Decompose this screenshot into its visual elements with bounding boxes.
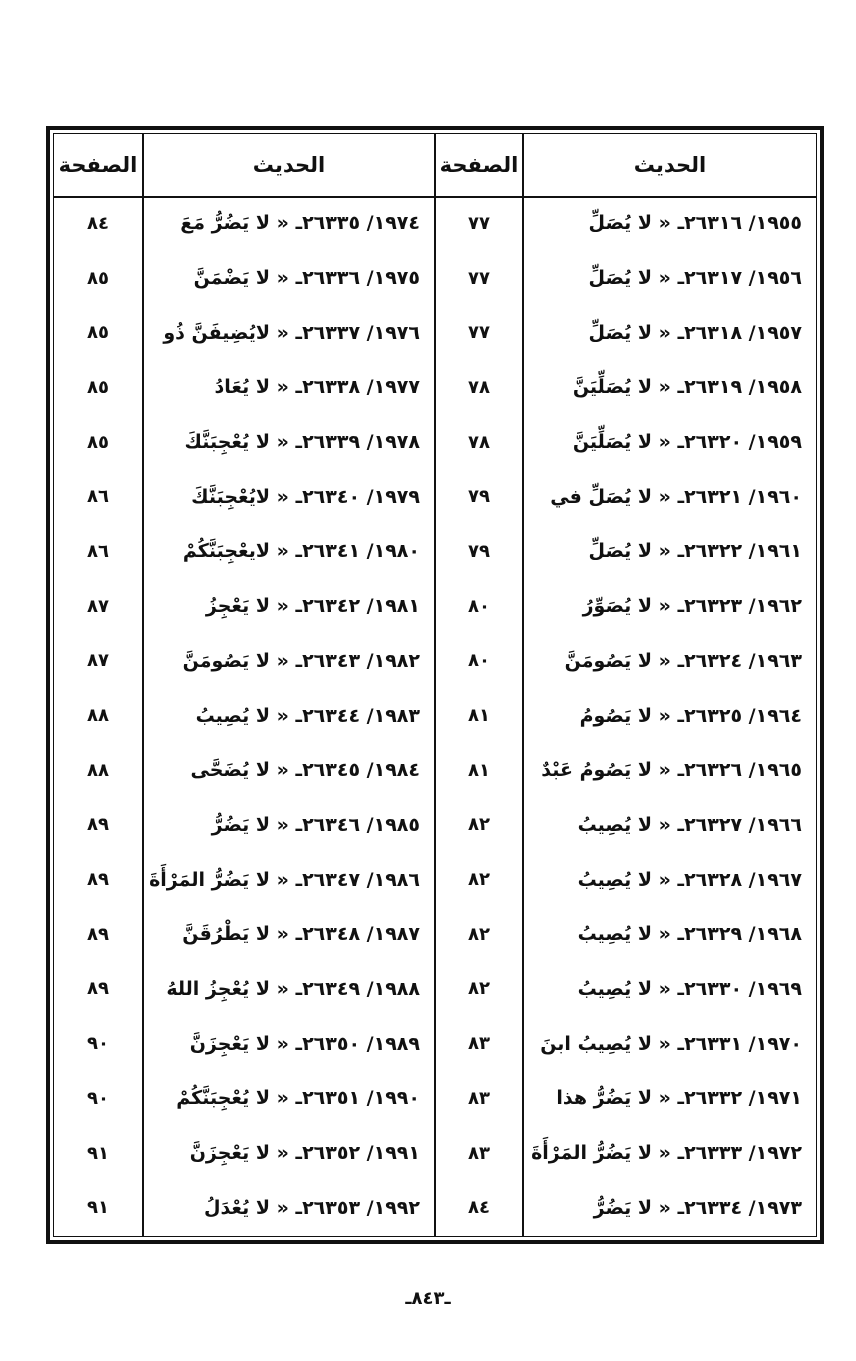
table-row [54,852,142,907]
right-page-rows [436,196,522,1235]
table-row [524,305,816,360]
table-row [524,579,816,634]
page-number-cell: ٨٢ [468,978,490,1000]
page-number-cell: ٨١ [468,705,490,727]
hadith-entry: ١٩٨٨/ ٢٦٣٤٩ـ « لا يُعْجِزُ اللهُ [166,977,420,1000]
table-columns [54,134,816,1236]
table-row [144,852,434,907]
table-row [436,688,522,743]
table-row [144,469,434,524]
table-row [144,798,434,853]
left-page-column [54,134,144,1236]
table-row [144,907,434,962]
page-number-cell: ٨٧ [87,650,109,672]
hadith-entry: ١٩٧٩/ ٢٦٣٤٠ـ « لايُعْجِبَنَّكَ [191,485,420,508]
page-number-cell: ٨٧ [87,595,109,617]
table-row [54,579,142,634]
hadith-entry: ١٩٧٨/ ٢٦٣٣٩ـ « لا يُعْجِبَنَّكَ [184,431,420,454]
table-row [436,1180,522,1235]
table-row [144,415,434,470]
page-number-cell: ٨٨ [87,705,109,727]
table-row [524,743,816,798]
table-row [436,251,522,306]
table-row [144,251,434,306]
header-hadith-left: الحديث [144,134,434,198]
table-row [54,524,142,579]
hadith-entry: ١٩٦٧/ ٢٦٣٢٨ـ « لا يُصِيبُ [577,868,802,891]
table-row [54,1016,142,1071]
hadith-entry: ١٩٧٧/ ٢٦٣٣٨ـ « لا يُعَادُ [214,376,420,399]
page-number-cell: ٧٩ [468,486,490,508]
table-row [524,1126,816,1181]
table-row [144,962,434,1017]
table-row [524,196,816,251]
page-number-cell: ٨٨ [87,759,109,781]
right-page-column [436,134,524,1236]
table-row [524,907,816,962]
hadith-entry: ١٩٧٥/ ٢٦٣٣٦ـ « لا يَضْمَنَّ [193,267,420,290]
table-row [436,743,522,798]
table-row [524,251,816,306]
hadith-entry: ١٩٧٠/ ٢٦٣٣١ـ « لا يُصِيبُ ابنَ [540,1032,802,1055]
page-number-cell: ٧٨ [468,376,490,398]
table-row [524,360,816,415]
hadith-entry: ١٩٩٢/ ٢٦٣٥٣ـ « لا يُعْدَلُ [203,1196,420,1219]
index-table [46,126,824,1244]
left-hadith-column [144,134,436,1236]
table-row [54,415,142,470]
table-row [144,305,434,360]
hadith-entry: ١٩٦٢/ ٢٦٣٢٣ـ « لا يُصَوِّرُ [582,595,802,618]
table-row [436,415,522,470]
hadith-entry: ١٩٧٣/ ٢٦٣٣٤ـ « لا يَضُرُّ [593,1196,802,1219]
table-row [524,634,816,689]
page-number-cell: ٧٧ [468,267,490,289]
hadith-entry: ١٩٧٤/ ٢٦٣٣٥ـ « لا يَضُرُّ مَعَ [180,212,420,235]
page-number-cell: ٨٠ [468,595,490,617]
table-row [54,1071,142,1126]
table-row [524,798,816,853]
table-row [144,360,434,415]
page-number-cell: ٨٩ [87,978,109,1000]
table-row [144,743,434,798]
header-hadith-right: الحديث [524,134,816,198]
table-row [436,1016,522,1071]
table-row [524,688,816,743]
hadith-entry: ١٩٨٤/ ٢٦٣٤٥ـ « لا يُضَحَّى [190,759,420,782]
page-number-cell: ٨٤ [468,1197,490,1219]
table-row [54,743,142,798]
hadith-entry: ١٩٦٤/ ٢٦٣٢٥ـ « لا يَصُومُ [579,704,802,727]
left-hadith-rows [144,196,434,1235]
page-number-cell: ٨٦ [87,540,109,562]
table-row [436,196,522,251]
page-number-cell: ٨٢ [468,814,490,836]
table-row [144,634,434,689]
page-number-cell: ٨٠ [468,650,490,672]
table-row [54,634,142,689]
table-row [54,196,142,251]
header-page-right: الصفحة [436,134,522,198]
right-hadith-rows [524,196,816,1235]
table-row [54,688,142,743]
table-row [54,360,142,415]
page-number-cell: ٨٩ [87,869,109,891]
hadith-entry: ١٩٥٥/ ٢٦٣١٦ـ « لا يُصَلِّ [588,212,802,235]
hadith-entry: ١٩٦٥/ ٢٦٣٢٦ـ « لا يَصُومُ عَبْدٌ [541,759,802,782]
table-row [436,1071,522,1126]
table-row [436,524,522,579]
page-number-cell: ٩١ [87,1197,109,1219]
table-row [436,634,522,689]
right-hadith-column [524,134,816,1236]
table-row [524,1016,816,1071]
table-row [436,962,522,1017]
page-number-cell: ٧٧ [468,322,490,344]
table-row [54,962,142,1017]
hadith-entry: ١٩٨٩/ ٢٦٣٥٠ـ « لا يَعْجِزَنَّ [189,1032,420,1055]
hadith-entry: ١٩٦١/ ٢٦٣٢٢ـ « لا يُصَلِّ [588,540,802,563]
page-number: ـ٨٤٣ـ [405,1288,451,1309]
hadith-entry: ١٩٥٨/ ٢٦٣١٩ـ « لا يُصَلِّيَنَّ [572,376,802,399]
table-row [436,907,522,962]
table-row [54,251,142,306]
table-row [436,469,522,524]
table-row [54,1180,142,1235]
hadith-entry: ١٩٦٩/ ٢٦٣٣٠ـ « لا يُصِيبُ [577,977,802,1000]
page-number-cell: ٨٣ [468,1142,490,1164]
table-row [144,1180,434,1235]
table-row [436,852,522,907]
page-number-cell: ٨٦ [87,486,109,508]
hadith-entry: ١٩٦٨/ ٢٦٣٢٩ـ « لا يُصِيبُ [577,923,802,946]
page-number-cell: ٨٩ [87,814,109,836]
hadith-entry: ١٩٥٩/ ٢٦٣٢٠ـ « لا يُصَلِّيَنَّ [572,431,802,454]
hadith-entry: ١٩٩٠/ ٢٦٣٥١ـ « لا يُعْجِبَنَّكُمْ [176,1087,420,1110]
page-number-cell: ٨٥ [87,267,109,289]
table-row [524,852,816,907]
page-number-cell: ٨٢ [468,923,490,945]
page-number-cell: ٨٣ [468,1033,490,1055]
page-number-cell: ٨٥ [87,376,109,398]
table-row [524,415,816,470]
table-row [54,469,142,524]
table-row [54,1126,142,1181]
table-row [436,798,522,853]
page-number-cell: ٨٢ [468,869,490,891]
hadith-entry: ١٩٨٠/ ٢٦٣٤١ـ « لايعْجِبَنَّكُمْ [182,540,420,563]
header-page-left: الصفحة [54,134,142,198]
page-number-cell: ٩٠ [87,1087,109,1109]
table-row [524,524,816,579]
hadith-entry: ١٩٨٢/ ٢٦٣٤٣ـ « لا يَصُومَنَّ [182,649,420,672]
table-row [144,1071,434,1126]
table-row [524,1180,816,1235]
table-row [54,907,142,962]
left-page-rows [54,196,142,1235]
table-row [144,1126,434,1181]
table-row [436,579,522,634]
page-number-cell: ٧٩ [468,540,490,562]
table-row [436,1126,522,1181]
hadith-entry: ١٩٦٠/ ٢٦٣٢١ـ « لا يُصَلِّ في [550,485,802,508]
hadith-entry: ١٩٨١/ ٢٦٣٤٢ـ « لا يَعْجِزُ [205,595,420,618]
page-number-cell: ٨٤ [87,212,109,234]
table-row [144,524,434,579]
hadith-entry: ١٩٨٦/ ٢٦٣٤٧ـ « لا يَضُرُّ المَرْأَةَ [149,868,420,891]
hadith-entry: ١٩٨٥/ ٢٦٣٤٦ـ « لا يَضُرُّ [211,813,420,836]
hadith-entry: ١٩٨٧/ ٢٦٣٤٨ـ « لا يَطْرُقَنَّ [182,923,420,946]
table-row [524,469,816,524]
hadith-entry: ١٩٧٦/ ٢٦٣٣٧ـ « لايُضِيفَنَّ ذُو [163,321,420,344]
table-row [144,1016,434,1071]
page-number-cell: ٧٧ [468,212,490,234]
hadith-entry: ١٩٥٧/ ٢٦٣١٨ـ « لا يُصَلِّ [588,321,802,344]
table-row [54,305,142,360]
page-number-cell: ٧٨ [468,431,490,453]
table-row [144,688,434,743]
hadith-entry: ١٩٧٢/ ٢٦٣٣٣ـ « لا يَضُرُّ المَرْأَةَ [531,1142,802,1165]
hadith-entry: ١٩٩١/ ٢٦٣٥٢ـ « لا يَعْجِزَنَّ [189,1142,420,1165]
hadith-entry: ١٩٨٣/ ٢٦٣٤٤ـ « لا يُصِيبُ [195,704,420,727]
table-row [54,798,142,853]
page-number-cell: ٨٥ [87,431,109,453]
table-row [524,1071,816,1126]
table-row [144,196,434,251]
table-row [144,579,434,634]
table-row [436,360,522,415]
table-row [436,305,522,360]
page-number-cell: ٩١ [87,1142,109,1164]
page-number-cell: ٨١ [468,759,490,781]
hadith-entry: ١٩٧١/ ٢٦٣٣٢ـ « لا يَضُرُّ هذا [556,1087,802,1110]
page-number-cell: ٨٩ [87,923,109,945]
page-number-cell: ٨٣ [468,1087,490,1109]
table-row [524,962,816,1017]
hadith-entry: ١٩٦٦/ ٢٦٣٢٧ـ « لا يُصِيبُ [577,813,802,836]
page-number-cell: ٨٥ [87,322,109,344]
page-number-cell: ٩٠ [87,1033,109,1055]
hadith-entry: ١٩٦٣/ ٢٦٣٢٤ـ « لا يَصُومَنَّ [564,649,802,672]
hadith-entry: ١٩٥٦/ ٢٦٣١٧ـ « لا يُصَلِّ [588,267,802,290]
